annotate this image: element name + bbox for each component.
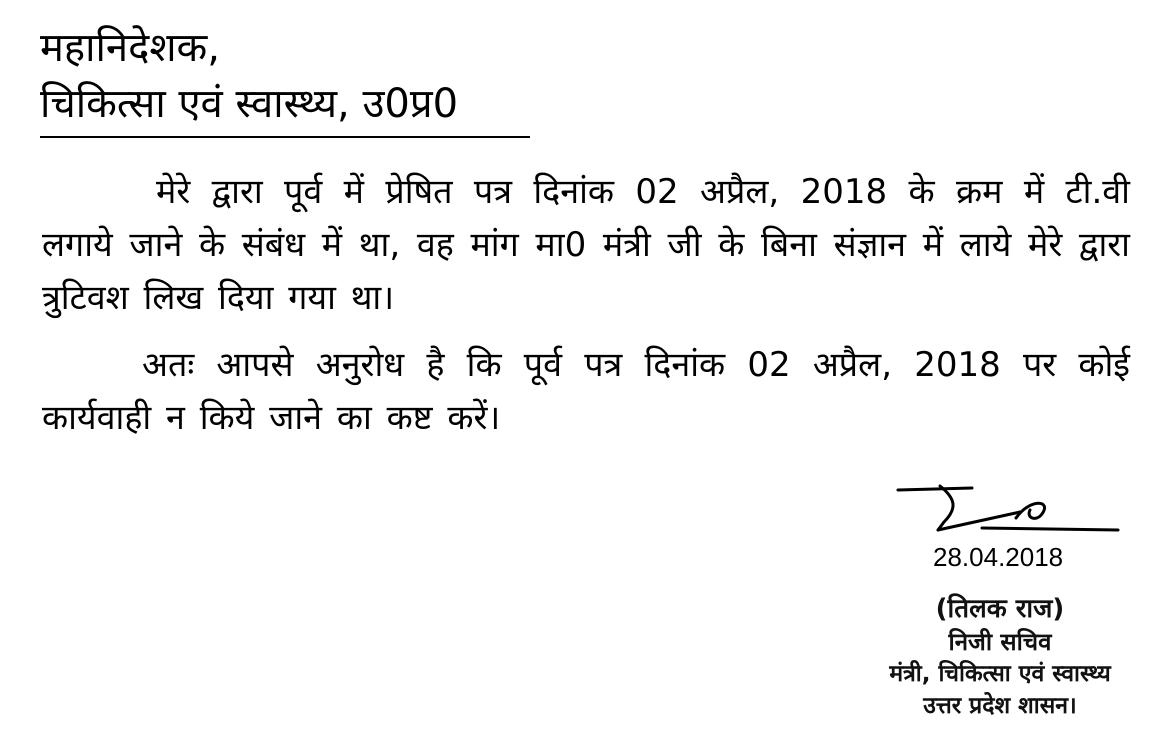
letter-paragraph-1: मेरे द्वारा पूर्व में प्रेषित पत्र दिनांक 02 अप्रैल, 2018 के क्रम में टी.वी लगाये जाने के संबंध में था, वह मांग मा0 मंत्री जी के बिना संज्ञान में लाये मेरे द्वारा त्रुटिवश लिख दिया गया था। (42, 172, 1130, 318)
stamp-government: उत्तर प्रदेश शासन। (923, 693, 1077, 719)
letter-paragraph-2: अतः आपसे अनुरोध है कि पूर्व पत्र दिनांक 02 अप्रैल, 2018 पर कोई कार्यवाही न किये जाने का कष्ट करें। (42, 345, 1130, 438)
handwritten-signature (880, 478, 1120, 548)
addressee-title: महानिदेशक, (40, 25, 220, 71)
stamp-department: मंत्री, चिकित्सा एवं स्वास्थ्य (889, 661, 1111, 687)
stamp-name: (तिलक राज) (935, 594, 1065, 624)
official-stamp (840, 592, 1160, 722)
signature-date: 28.04.2018 (933, 542, 1064, 572)
addressee-underline (40, 136, 530, 138)
addressee-department: चिकित्सा एवं स्वास्थ्य, उ0प्र0 (40, 81, 459, 127)
stamp-designation: निजी सचिव (948, 628, 1052, 656)
